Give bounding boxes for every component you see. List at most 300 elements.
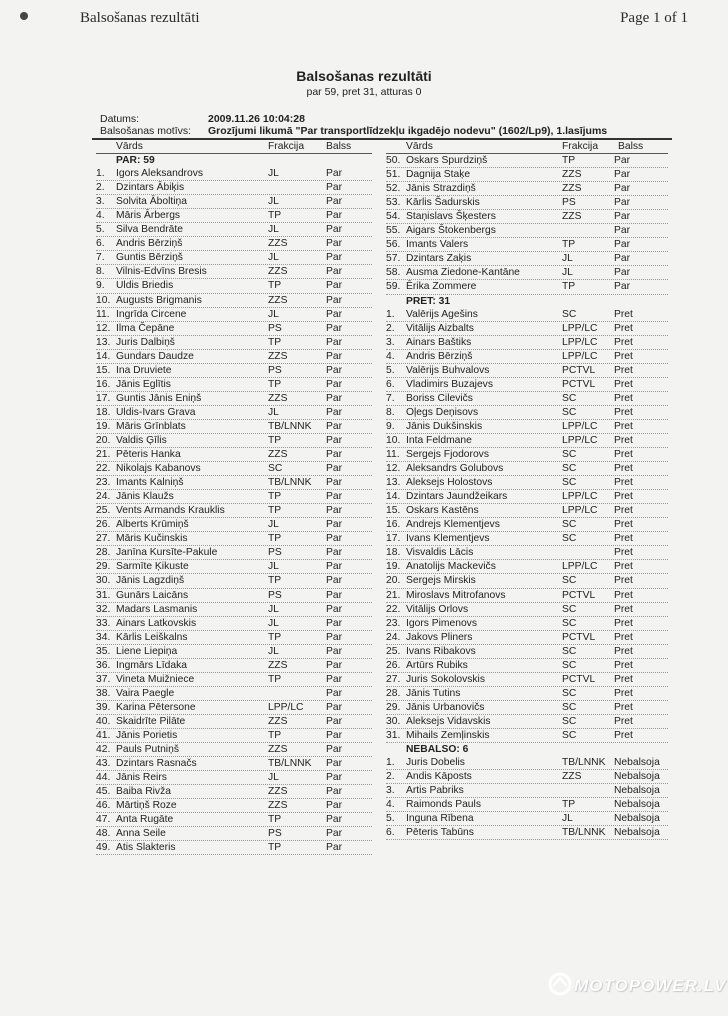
row-number: 16. — [96, 378, 111, 390]
member-name: Vaira Paegle — [116, 687, 175, 699]
member-name: Ina Druviete — [116, 364, 172, 376]
row-number: 40. — [96, 715, 111, 727]
faction: JL — [268, 406, 279, 418]
member-name: Kārlis Leiškalns — [116, 631, 188, 643]
row-number: 8. — [386, 406, 395, 418]
faction: TP — [268, 533, 282, 545]
faction: JL — [268, 224, 279, 236]
vote-row — [96, 631, 372, 645]
row-number: 12. — [386, 463, 401, 475]
vote-row — [386, 645, 668, 659]
member-name: Andris Bērziņš — [116, 238, 183, 250]
row-number: 44. — [96, 772, 111, 784]
vote-row — [386, 756, 668, 770]
faction: ZZS — [268, 786, 288, 798]
row-number: 59. — [386, 281, 401, 293]
member-name: Aleksejs Holostovs — [406, 477, 493, 489]
member-name: Uldis Briedis — [116, 280, 174, 292]
faction: PS — [268, 322, 282, 334]
vote-value: Par — [326, 477, 343, 489]
faction: ZZS — [268, 659, 288, 671]
vote-row — [96, 785, 372, 799]
vote-row — [96, 420, 372, 434]
vote-row — [96, 729, 372, 743]
member-name: Andis Kāposts — [406, 771, 472, 783]
row-number: 4. — [386, 799, 395, 811]
row-number: 52. — [386, 183, 401, 195]
vote-row — [96, 574, 372, 588]
row-number: 53. — [386, 197, 401, 209]
vote-row — [96, 251, 372, 265]
row-number: 32. — [96, 603, 111, 615]
member-name: Skaidrīte Pilāte — [116, 715, 186, 727]
faction: JL — [268, 617, 279, 629]
vote-row — [96, 364, 372, 378]
row-number: 27. — [96, 533, 111, 545]
vote-summary: par 59, pret 31, atturas 0 — [306, 86, 422, 98]
member-name: Artis Pabriks — [406, 785, 464, 797]
row-number: 43. — [96, 758, 111, 770]
faction: ZZS — [268, 715, 288, 727]
vote-value: Par — [326, 420, 343, 432]
vote-value: Pret — [614, 378, 633, 390]
motive-row — [100, 125, 607, 137]
vote-row — [96, 841, 372, 855]
faction: TP — [562, 155, 576, 167]
row-number: 2. — [386, 322, 395, 334]
vote-value: Par — [614, 281, 631, 293]
column-header — [96, 140, 372, 154]
vote-value: Par — [326, 842, 343, 854]
vote-value: Pret — [614, 603, 633, 615]
vote-value: Nebalsoja — [614, 799, 660, 811]
member-name: Juris Dobelis — [406, 757, 465, 769]
member-name: Dzintars Jaundžeikars — [406, 491, 508, 503]
member-name: Karina Pētersone — [116, 701, 196, 713]
member-name: Imants Valers — [406, 239, 469, 251]
row-number: 19. — [386, 561, 401, 573]
vote-value: Par — [326, 828, 343, 840]
row-number: 15. — [96, 364, 111, 376]
vote-row — [96, 476, 372, 490]
row-number: 34. — [96, 631, 111, 643]
member-name: Jānis Dukšinskis — [406, 420, 483, 432]
member-name: Silva Bendrāte — [116, 224, 183, 236]
member-name: Gunārs Laicāns — [116, 589, 189, 601]
vote-row — [386, 252, 668, 266]
row-number: 7. — [386, 392, 395, 404]
vote-row — [386, 336, 668, 350]
faction: TP — [268, 729, 282, 741]
vote-row — [96, 617, 372, 631]
member-name: Jānis Tutins — [406, 687, 461, 699]
page-header-right: Page 1 of 1 — [620, 10, 688, 26]
row-number: 30. — [96, 575, 111, 587]
watermark-icon — [548, 972, 572, 996]
member-name: Kārlis Šadurskis — [406, 197, 480, 209]
vote-value: Pret — [614, 364, 633, 376]
vote-row — [96, 167, 372, 181]
vote-row — [96, 560, 372, 574]
member-name: Sarmīte Ķikuste — [116, 561, 189, 573]
member-name: Solvita Āboltiņa — [116, 196, 187, 208]
faction: TP — [268, 842, 282, 854]
member-name: Aleksejs Vidavskis — [406, 715, 491, 727]
row-number: 27. — [386, 673, 401, 685]
member-name: Vladimirs Buzajevs — [406, 378, 493, 390]
vote-value: Par — [326, 238, 343, 250]
vote-value: Par — [326, 392, 343, 404]
row-number: 10. — [96, 294, 111, 306]
vote-value: Pret — [614, 505, 633, 517]
vote-row — [386, 168, 668, 182]
faction: SC — [562, 308, 577, 320]
vote-value: Par — [326, 322, 343, 334]
vote-row — [386, 448, 668, 462]
faction: ZZS — [562, 169, 582, 181]
vote-value: Pret — [614, 420, 633, 432]
vote-row — [386, 574, 668, 588]
vote-value: Par — [326, 266, 343, 278]
vote-value: Pret — [614, 687, 633, 699]
vote-value: Par — [326, 210, 343, 222]
member-name: Jānis Urbanovičs — [406, 701, 485, 713]
member-name: Jānis Strazdiņš — [406, 183, 476, 195]
member-name: Valdis Ģīlis — [116, 434, 167, 446]
member-name: Vilnis-Edvīns Bresis — [116, 266, 207, 278]
member-name: Inguna Rībena — [406, 813, 474, 825]
row-number: 18. — [386, 547, 401, 559]
row-number: 37. — [96, 673, 111, 685]
faction: TP — [268, 378, 282, 390]
member-name: Mārtiņš Roze — [116, 800, 177, 812]
vote-value: Pret — [614, 336, 633, 348]
member-name: Māris Grīnblats — [116, 420, 186, 432]
row-number: 31. — [386, 729, 401, 741]
vote-value: Par — [614, 197, 631, 209]
row-number: 5. — [386, 364, 395, 376]
vote-row — [386, 490, 668, 504]
vote-value: Par — [326, 168, 343, 180]
document-title: Balsošanas rezultāti — [296, 68, 432, 84]
vote-value: Par — [614, 253, 631, 265]
vote-value: Nebalsoja — [614, 771, 660, 783]
row-number: 28. — [96, 547, 111, 559]
vote-row — [386, 826, 668, 840]
vote-value: Pret — [614, 406, 633, 418]
member-name: Sergejs Mirskis — [406, 575, 476, 587]
vote-value: Par — [326, 406, 343, 418]
vote-value: Pret — [614, 463, 633, 475]
row-number: 22. — [96, 463, 111, 475]
vote-value: Par — [326, 449, 343, 461]
row-number: 51. — [386, 169, 401, 181]
row-number: 23. — [96, 477, 111, 489]
faction: ZZS — [268, 800, 288, 812]
faction: ZZS — [268, 744, 288, 756]
faction: PCTVL — [562, 378, 596, 390]
faction: JL — [268, 772, 279, 784]
member-name: Pauls Putniņš — [116, 744, 179, 756]
vote-value: Par — [326, 631, 343, 643]
faction: LPP/LC — [562, 561, 598, 573]
vote-value: Par — [326, 715, 343, 727]
row-number: 14. — [386, 491, 401, 503]
vote-header: Balss — [618, 141, 644, 152]
faction: ZZS — [268, 350, 288, 362]
vote-row — [96, 308, 372, 322]
member-name: Juris Dalbiņš — [116, 336, 175, 348]
watermark-logo — [548, 972, 572, 1001]
row-number: 12. — [96, 322, 111, 334]
member-name: Imants Kalniņš — [116, 477, 184, 489]
faction: ZZS — [562, 211, 582, 223]
row-number: 6. — [386, 827, 395, 839]
row-number: 1. — [96, 168, 105, 180]
member-name: Baiba Rivža — [116, 786, 171, 798]
faction: LPP/LC — [562, 350, 598, 362]
row-number: 25. — [386, 645, 401, 657]
row-number: 5. — [96, 224, 105, 236]
faction: ZZS — [268, 449, 288, 461]
row-number: 7. — [96, 252, 105, 264]
member-name: Raimonds Pauls — [406, 799, 481, 811]
row-number: 4. — [96, 210, 105, 222]
row-number: 3. — [386, 336, 395, 348]
vote-row — [96, 715, 372, 729]
vote-value: Par — [326, 505, 343, 517]
member-name: Jānis Lagzdiņš — [116, 575, 185, 587]
vote-row — [386, 350, 668, 364]
row-number: 29. — [386, 701, 401, 713]
vote-value: Pret — [614, 645, 633, 657]
faction: LPP/LC — [562, 505, 598, 517]
vote-row — [96, 392, 372, 406]
row-number: 13. — [96, 336, 111, 348]
member-name: Andrejs Klementjevs — [406, 519, 500, 531]
row-number: 9. — [96, 280, 105, 292]
row-number: 36. — [96, 659, 111, 671]
faction: TP — [268, 280, 282, 292]
faction: TB/LNNK — [562, 827, 606, 839]
member-name: Jānis Klaužs — [116, 491, 174, 503]
vote-value: Par — [326, 603, 343, 615]
faction: ZZS — [268, 392, 288, 404]
name-header: Vārds — [116, 141, 143, 152]
faction: TB/LNNK — [562, 757, 606, 769]
faction: SC — [562, 729, 577, 741]
vote-row — [96, 237, 372, 251]
faction: JL — [268, 645, 279, 657]
vote-row — [386, 364, 668, 378]
vote-value: Pret — [614, 617, 633, 629]
vote-value: Par — [326, 744, 343, 756]
row-number: 23. — [386, 617, 401, 629]
vote-row — [96, 701, 372, 715]
vote-row — [96, 350, 372, 364]
vote-row — [96, 209, 372, 223]
row-number: 20. — [386, 575, 401, 587]
watermark-text: MOTOPOWER.LV — [574, 976, 727, 995]
vote-row — [386, 462, 668, 476]
member-name: Dagnija Staķe — [406, 169, 471, 181]
bullet-mark — [20, 12, 28, 20]
member-name: Ērika Zommere — [406, 281, 477, 293]
faction: JL — [268, 308, 279, 320]
row-number: 17. — [386, 533, 401, 545]
row-number: 1. — [386, 757, 395, 769]
vote-value: Par — [326, 252, 343, 264]
vote-row — [386, 603, 668, 617]
member-name: Dzintars Zaķis — [406, 253, 472, 265]
member-name: Mihails Zemļinskis — [406, 729, 490, 741]
vote-row — [96, 827, 372, 841]
row-number: 49. — [96, 842, 111, 854]
row-number: 25. — [96, 505, 111, 517]
vote-row — [96, 673, 372, 687]
row-number: 5. — [386, 813, 395, 825]
vote-header: Balss — [326, 141, 352, 152]
member-name: Dzintars Rasnačs — [116, 758, 197, 770]
member-name: Ivans Ribakovs — [406, 645, 476, 657]
member-name: Vents Armands Krauklis — [116, 505, 225, 517]
faction: TP — [268, 814, 282, 826]
faction: SC — [562, 603, 577, 615]
vote-row — [96, 771, 372, 785]
member-name: Alberts Krūmiņš — [116, 519, 189, 531]
member-name: Oskars Spurdziņš — [406, 155, 488, 167]
row-number: 29. — [96, 561, 111, 573]
vote-value: Pret — [614, 434, 633, 446]
faction: JL — [268, 168, 279, 180]
vote-row — [386, 631, 668, 645]
vote-row — [386, 518, 668, 532]
faction: LPP/LC — [562, 491, 598, 503]
vote-value: Par — [326, 561, 343, 573]
vote-row — [386, 729, 668, 743]
vote-row — [386, 266, 668, 280]
vote-row — [96, 322, 372, 336]
member-name: Augusts Brigmanis — [116, 294, 202, 306]
vote-row — [386, 392, 668, 406]
faction: SC — [268, 463, 283, 475]
member-name: Dzintars Ābiķis — [116, 182, 185, 194]
faction: SC — [562, 519, 577, 531]
vote-row — [96, 434, 372, 448]
faction: SC — [562, 449, 577, 461]
vote-value: Pret — [614, 715, 633, 727]
vote-value: Pret — [614, 631, 633, 643]
member-name: Anatolijs Mackevičs — [406, 561, 496, 573]
vote-row — [96, 687, 372, 701]
faction: SC — [562, 715, 577, 727]
vote-row — [386, 617, 668, 631]
row-number: 6. — [96, 238, 105, 250]
row-number: 17. — [96, 392, 111, 404]
row-number: 4. — [386, 350, 395, 362]
page-header-left: Balsošanas rezultāti — [80, 10, 200, 26]
vote-value: Par — [326, 617, 343, 629]
member-name: Aigars Štokenbergs — [406, 225, 496, 237]
row-number: 20. — [96, 434, 111, 446]
vote-row — [96, 294, 372, 308]
row-number: 26. — [96, 519, 111, 531]
vote-row — [96, 813, 372, 827]
row-number: 19. — [96, 420, 111, 432]
vote-row — [386, 770, 668, 784]
vote-value: Par — [326, 772, 343, 784]
member-name: Ainars Baštiks — [406, 336, 472, 348]
vote-row — [96, 603, 372, 617]
section-heading — [96, 154, 372, 167]
date-label: Datums: — [100, 113, 140, 125]
vote-value: Pret — [614, 308, 633, 320]
member-name: Jakovs Pliners — [406, 631, 473, 643]
vote-value: Par — [326, 434, 343, 446]
member-name: Jānis Reirs — [116, 772, 167, 784]
faction: PS — [562, 197, 576, 209]
faction: SC — [562, 701, 577, 713]
vote-value: Par — [614, 211, 631, 223]
member-name: Sergejs Fjodorovs — [406, 449, 489, 461]
row-number: 11. — [386, 449, 400, 461]
row-number: 13. — [386, 477, 401, 489]
vote-value: Pret — [614, 589, 633, 601]
faction: PCTVL — [562, 364, 596, 376]
row-number: 50. — [386, 155, 401, 167]
faction: ZZS — [268, 238, 288, 250]
vote-value: Par — [614, 183, 631, 195]
member-name: Igors Aleksandrovs — [116, 168, 203, 180]
section-heading — [386, 743, 668, 756]
vote-value: Par — [326, 729, 343, 741]
vote-row — [386, 784, 668, 798]
faction: ZZS — [268, 266, 288, 278]
member-name: Ausma Ziedone-Kantāne — [406, 267, 520, 279]
vote-row — [386, 659, 668, 673]
row-number: 35. — [96, 645, 111, 657]
vote-row — [96, 279, 372, 293]
member-name: Boriss Cilevičs — [406, 392, 473, 404]
row-number: 26. — [386, 659, 401, 671]
vote-row — [386, 196, 668, 210]
faction: PCTVL — [562, 673, 596, 685]
member-name: Guntis Bērziņš — [116, 252, 183, 264]
member-name: Guntis Jānis Eniņš — [116, 392, 202, 404]
faction: PS — [268, 589, 282, 601]
vote-row — [386, 798, 668, 812]
section-label: NEBALSO: 6 — [406, 744, 469, 756]
faction: TP — [268, 673, 282, 685]
faction: JL — [562, 267, 573, 279]
right-vote-column — [386, 140, 668, 840]
row-number: 9. — [386, 420, 395, 432]
vote-row — [96, 490, 372, 504]
vote-row — [386, 701, 668, 715]
member-name: Jānis Porietis — [116, 729, 178, 741]
row-number: 11. — [96, 308, 110, 320]
row-number: 6. — [386, 378, 395, 390]
row-number: 24. — [96, 491, 111, 503]
member-name: Māris Kučinskis — [116, 533, 188, 545]
faction: LPP/LC — [562, 420, 598, 432]
vote-value: Pret — [614, 449, 633, 461]
vote-row — [96, 546, 372, 560]
vote-value: Par — [614, 225, 631, 237]
faction: JL — [268, 561, 279, 573]
faction: TB/LNNK — [268, 758, 312, 770]
vote-row — [386, 322, 668, 336]
